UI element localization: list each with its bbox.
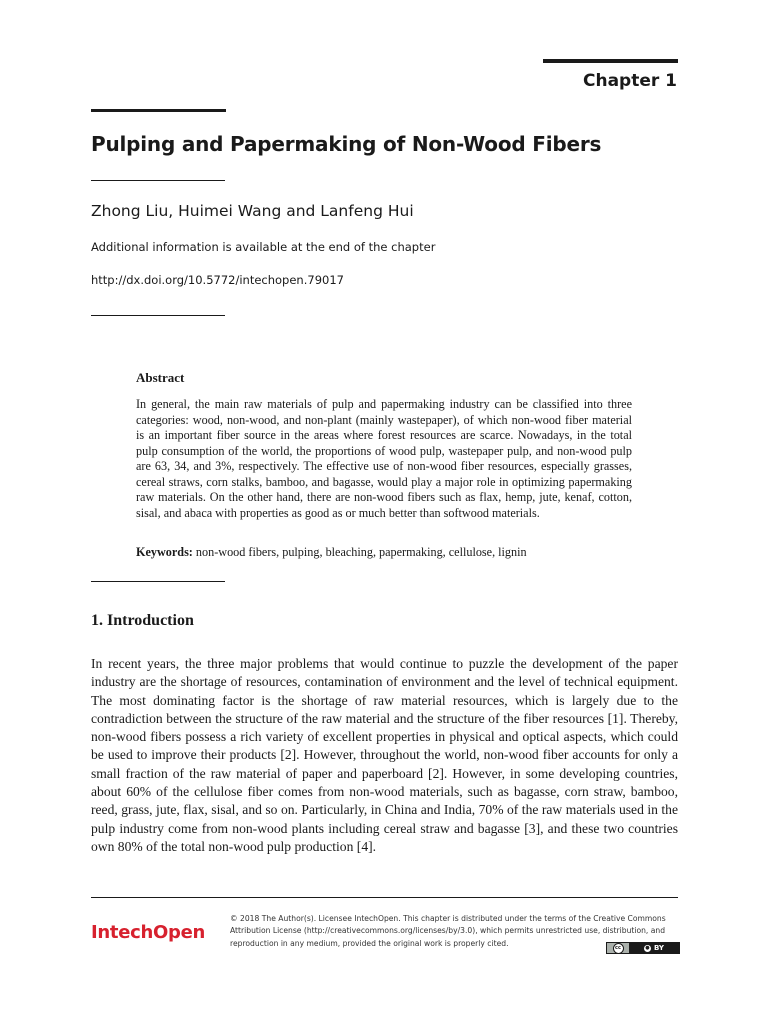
introduction-text: In recent years, the three major problems that would continue to puzzle the development of the paper industry are the shortage of resources, contamination of environment and the level of technical equipment. The most dominating factor is the shortage of raw material resources, which is largely due to the contradiction between the structure of the raw material and the structure of the fiber resources [1]. Thereby, non-wood fibers possess a rich variety of excellent properties in physical and optical aspects, which could be used to improve their products [2]. However, throughout the world, non-wood fiber accounts for only a small fraction of the raw material of paper and paperboard [2]. However, in some developing countries, about 60% of the cellulose fiber comes from non-wood materials, such as bagasse, corn straw, bamboo, reed, grass, jute, flax, sisal, and so on. Particularly, in China and India, 70% of the raw materials used in the pulp industry come from non-wood plants including cereal straw and bagasse [3], and these two countries own 80% of the total non-wood pulp production [4]. [91,656,678,854]
keywords-list: non-wood fibers, pulping, bleaching, papermaking, cellulose, lignin [195,545,527,559]
header-rule-right [543,59,678,63]
authors: Zhong Liu, Huimei Wang and Lanfeng Hui [91,202,414,220]
introduction-heading: 1. Introduction [91,612,194,629]
cc-icon: cc [613,943,624,954]
license-text: © 2018 The Author(s). Licensee IntechOpen. This chapter is distributed under the terms of the Creative Commons Attribution License (http://creativecommons.org/licenses/by/3.0), which permits unrestricted use, distribution, and reproduction in any medium, provided the original work is properly cited. [230,914,666,948]
cc-badge-left [607,943,629,953]
cc-by-label: BY [653,944,665,952]
cc-by-badge[interactable] [606,942,680,954]
footer-rule [91,897,678,898]
intechopen-logo: IntechOpen [91,922,206,943]
keywords-label: Keywords: [136,545,193,559]
keywords [136,545,636,560]
abstract-heading: Abstract [136,370,185,385]
person-icon: ● [645,944,650,951]
abstract-rule [91,581,225,582]
chapter-title: Pulping and Papermaking of Non-Wood Fibers [91,132,602,156]
title-rule-top [91,109,226,112]
doi-rule [91,315,225,316]
doi-link[interactable]: http://dx.doi.org/10.5772/intechopen.79017 [91,273,344,287]
abstract-text: In general, the main raw materials of pulp and papermaking industry can be classified into three categories: wood, non-wood, and non-plant (mainly wastepaper), of which non-wood fiber material is an important fiber source in the areas where forest resources are scarce. Nowadays, in the total pulp consumption of the world, the proportions of wood pulp, wastepaper pulp, and non-wood pulp are 63, 34, and 3%, respectively. The effective use of non-wood fiber resources, especially grasses, cereal straws, corn stalks, bamboo, and bagasse, would play a major role in optimizing papermaking raw materials. On the other hand, there are non-wood fibers such as flax, hemp, jute, kenaf, cotton, sisal, and abaca with properties as good as or much better than softwood materials. [136,397,632,520]
additional-info: Additional information is available at the end of the chapter [91,240,436,254]
chapter-label: Chapter 1 [582,71,677,91]
title-rule-bottom [91,180,225,181]
cc-badge-right [629,943,679,953]
